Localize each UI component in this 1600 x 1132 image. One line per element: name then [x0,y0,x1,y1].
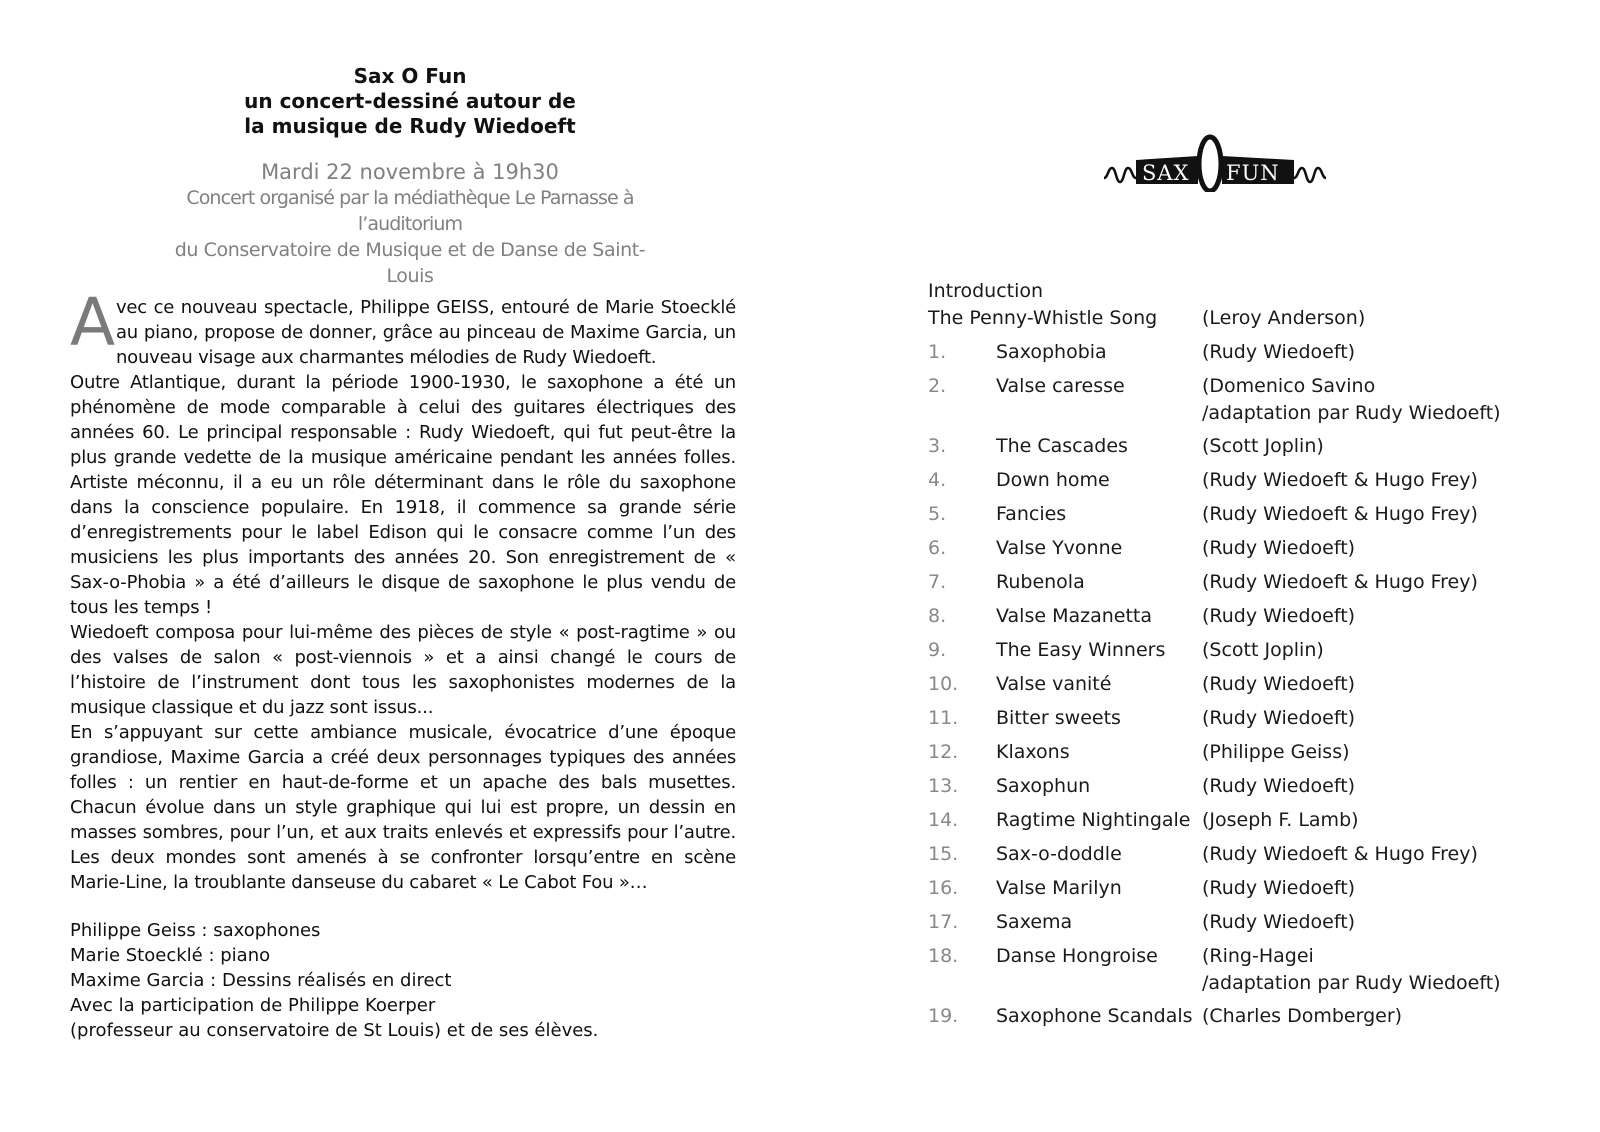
track-composer-line: (Rudy Wiedoeft & Hugo Frey) [1202,469,1478,491]
paragraph-3: Wiedoeft composa pour lui-même des pièces de style « post-ragtime » ou des valses de salon « post-viennois » et a ainsi changé le cours de l’histoire de l’instrument dont tous les saxophonistes modernes de la musique classique et du jazz sont issus... [70,622,736,718]
track-composer-line: (Scott Joplin) [1202,435,1324,457]
track-number: 5. [928,503,947,525]
track-number: 14. [928,809,959,831]
track-number: 4. [928,469,947,491]
logo-text-sax: SAX [1142,161,1190,185]
intro-label: Introduction [928,280,1044,302]
logo-text-fun: FUN [1226,161,1280,185]
program-list [928,278,1548,1037]
program-penny [928,305,1548,339]
paragraph-1-text: vec ce nouveau spectacle, Philippe GEISS, entouré de Marie Stoecklé au piano, propose de donner, grâce au pinceau de Maxime Garcia, un nouveau visage aux charmantes mélodies de Rudy Wiedoeft. [115,297,736,368]
track-composer-line: (Ring-Hagei [1202,945,1314,967]
venue-line-1: Concert organisé par la médiathèque Le Parnasse à l’auditorium [186,187,634,235]
track-title: Valse Mazanetta [996,605,1152,627]
track-composer [1202,807,1548,841]
track-number: 12. [928,741,959,763]
track-composer-line: (Rudy Wiedoeft & Hugo Frey) [1202,571,1478,593]
list-item [928,739,1548,773]
page-title-line-3: la musique de Rudy Wiedoeft [244,114,576,138]
track-composer-line: (Joseph F. Lamb) [1202,809,1359,831]
track-title: Valse Yvonne [996,537,1123,559]
track-title: Saxophun [996,775,1091,797]
credit-line: Philippe Geiss : saxophones [70,920,321,941]
description-body [70,284,736,895]
credit-line: Marie Stoecklé : piano [70,945,271,966]
list-item [928,603,1548,637]
track-composer-line: (Charles Domberger) [1202,1005,1403,1027]
track-composer-line: (Rudy Wiedoeft) [1202,775,1356,797]
list-item [928,373,1548,433]
track-composer-line: (Philippe Geiss) [1202,741,1350,763]
track-title: Saxophobia [996,341,1107,363]
page-title-line-1: Sax O Fun [353,64,467,88]
track-title: Rubenola [996,571,1085,593]
track-title: Saxophone Scandals [996,1005,1193,1027]
track-number: 18. [928,945,959,967]
list-item [928,773,1548,807]
track-title: Bitter sweets [996,707,1121,729]
track-composer [1202,603,1548,637]
track-composer-line: (Rudy Wiedoeft) [1202,605,1356,627]
track-composer [1202,373,1548,433]
track-composer-line: (Rudy Wiedoeft) [1202,707,1356,729]
track-number: 16. [928,877,959,899]
list-item [928,705,1548,739]
track-composer-line: /adaptation par Rudy Wiedoeft) [1202,972,1501,994]
track-number: 19. [928,1005,959,1027]
penny-title: The Penny-Whistle Song [928,307,1158,329]
list-item [928,569,1548,603]
track-composer-line: (Rudy Wiedoeft) [1202,673,1356,695]
track-composer [1202,671,1548,705]
track-composer-line: (Rudy Wiedoeft) [1202,537,1356,559]
track-composer [1202,773,1548,807]
penny-composer: (Leroy Anderson) [1202,307,1366,329]
track-composer [1202,841,1548,875]
list-item [928,671,1548,705]
track-number: 7. [928,571,947,593]
track-title: Danse Hongroise [996,945,1158,967]
saxofun-logo-icon [1102,132,1328,192]
track-composer [1202,433,1548,467]
track-number: 6. [928,537,947,559]
track-composer-line: (Rudy Wiedoeft & Hugo Frey) [1202,843,1478,865]
track-title: Sax-o-doddle [996,843,1122,865]
track-composer-line: (Rudy Wiedoeft) [1202,877,1356,899]
track-title: Valse Marilyn [996,877,1122,899]
track-title: The Cascades [996,435,1128,457]
list-item [928,943,1548,1003]
track-composer [1202,637,1548,671]
track-number: 17. [928,911,959,933]
track-composer [1202,943,1548,1003]
event-date: Mardi 22 novembre à 19h30 [261,160,559,184]
track-composer-line: (Scott Joplin) [1202,639,1324,661]
paragraph-4: En s’appuyant sur cette ambiance musicale, évocatrice d’une époque grandiose, Maxime Garcia a créé deux personnages typiques des années folles : un rentier en haut-de-forme et un apache des bals musettes. Chacun évolue dans un style graphique qui lui est propre, un dessin en masses sombres, pour l’un, et aux traits enlevés et expressifs pour l’autre. Les deux mondes sont amenés à se confronter lorsqu’entre en scène Marie-Line, la troublante danseuse du cabaret « Le Cabot Fou »… [70,722,736,893]
list-item [928,909,1548,943]
track-composer [1202,535,1548,569]
list-item [928,433,1548,467]
track-composer [1202,739,1548,773]
list-item [928,339,1548,373]
track-composer-line: /adaptation par Rudy Wiedoeft) [1202,402,1501,424]
venue-line-2: du Conservatoire de Musique et de Danse de Saint-Louis [174,239,646,287]
drop-cap: A [70,284,115,361]
credits-list [70,918,736,1043]
left-page [70,64,736,1043]
track-title: Fancies [996,503,1067,525]
track-number: 13. [928,775,959,797]
list-item [928,841,1548,875]
list-item [928,467,1548,501]
program-intro [928,278,1548,305]
credit-line: (professeur au conservatoire de St Louis) et de ses élèves. [70,1020,599,1041]
list-item [928,807,1548,841]
track-number: 9. [928,639,947,661]
page-title-line-2: un concert-dessiné autour de [244,89,576,113]
list-item [928,1003,1548,1037]
track-composer [1202,501,1548,535]
track-title: Valse vanité [996,673,1112,695]
track-composer-line: (Domenico Savino [1202,375,1376,397]
track-composer [1202,1003,1548,1037]
track-title: Klaxons [996,741,1070,763]
track-composer-line: (Rudy Wiedoeft) [1202,911,1356,933]
track-number: 8. [928,605,947,627]
track-number: 11. [928,707,959,729]
track-composer-line: (Rudy Wiedoeft & Hugo Frey) [1202,503,1478,525]
track-title: The Easy Winners [996,639,1166,661]
list-item [928,875,1548,909]
track-list [928,339,1548,1037]
track-composer [1202,909,1548,943]
paragraph-1 [70,284,736,370]
list-item [928,637,1548,671]
list-item [928,501,1548,535]
track-composer [1202,705,1548,739]
paragraph-2: Outre Atlantique, durant la période 1900-1930, le saxophone a été un phénomène de mode comparable à celui des guitares électriques des années 60. Le principal responsable : Rudy Wiedoeft, qui fut peut-être la plus grande vedette de la musique américaine pendant les années folles. Artiste méconnu, il a eu un rôle déterminant dans le rôle du saxophone dans la conscience populaire. En 1918, il commence sa grande série d’enregistrements pour le label Edison qui le consacre comme l’un des musiciens les plus importants des années 20. Son enregistrement de « Sax-o-Phobia » a été d’ailleurs le disque de saxophone le plus vendu de tous les temps ! [70,372,736,618]
list-item [928,535,1548,569]
credit-line: Avec la participation de Philippe Koerper [70,995,436,1016]
track-composer [1202,467,1548,501]
track-composer [1202,569,1548,603]
track-number: 3. [928,435,947,457]
track-title: Valse caresse [996,375,1125,397]
credit-line: Maxime Garcia : Dessins réalisés en direct [70,970,452,991]
track-title: Down home [996,469,1110,491]
track-composer [1202,875,1548,909]
track-number: 15. [928,843,959,865]
track-number: 2. [928,375,947,397]
track-composer-line: (Rudy Wiedoeft) [1202,341,1356,363]
track-composer [1202,339,1548,373]
track-title: Saxema [996,911,1073,933]
track-number: 1. [928,341,947,363]
track-number: 10. [928,673,959,695]
header-block [154,64,666,289]
track-title: Ragtime Nightingale [996,809,1191,831]
